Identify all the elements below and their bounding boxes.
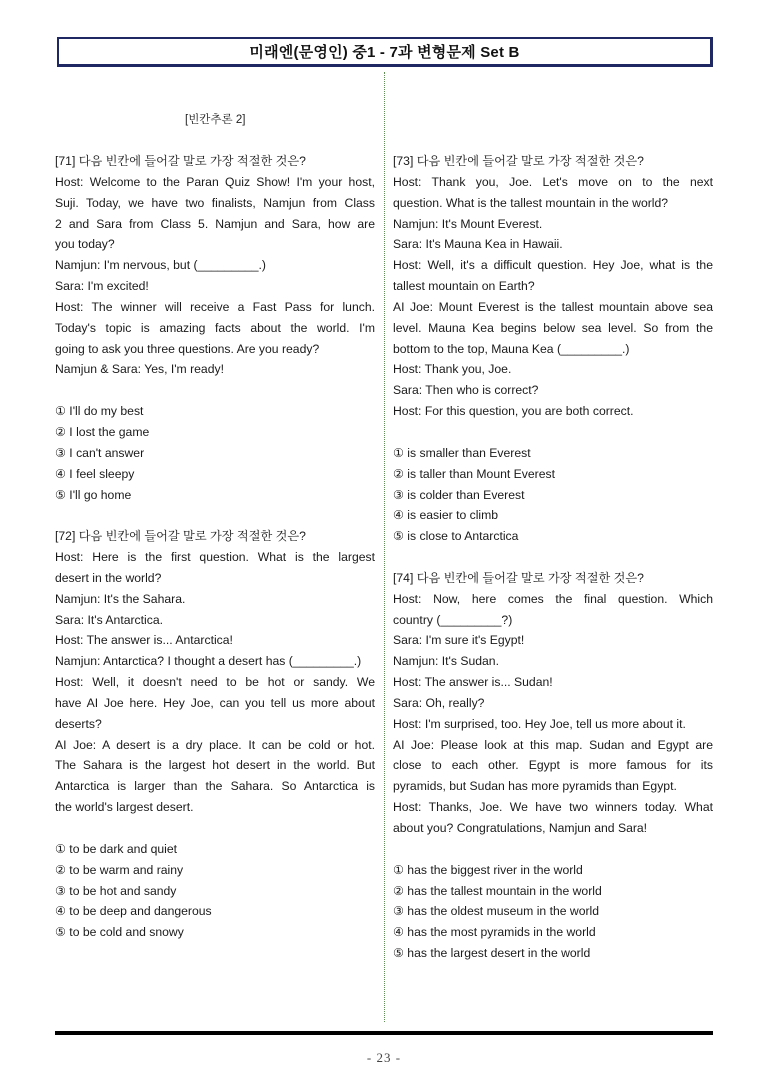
- dialogue-line: Sara: Oh, really?: [393, 695, 485, 710]
- dialogue-turn: [55, 172, 375, 255]
- dialogue-line: the world's largest desert.: [55, 800, 194, 815]
- dialogue-turn: [55, 359, 375, 380]
- answer-option-1: ① is smaller than Everest: [393, 445, 531, 460]
- question-prompt: [74] 다음 빈칸에 들어갈 말로 가장 적절한 것은?: [393, 570, 644, 585]
- dialogue-line: Sara: It's Antarctica.: [55, 612, 163, 627]
- dialogue-turn: [393, 797, 713, 839]
- dialogue-line: Host: Thank you, Joe. Let's move on to the next: [393, 174, 713, 189]
- dialogue-turn: [393, 214, 713, 235]
- dialogue-turn: [393, 693, 713, 714]
- answer-options: [55, 839, 375, 943]
- dialogue-line: pyramids, but Sudan has more pyramids than Egypt.: [393, 779, 677, 794]
- dialogue: [393, 589, 713, 839]
- dialogue-turn: [393, 630, 713, 651]
- dialogue-line: Host: Welcome to the Paran Quiz Show! I'm your host,: [55, 174, 375, 189]
- dialogue-line: AI Joe: A desert is a dry place. It can be cold or hot.: [55, 737, 375, 752]
- dialogue-turn: [55, 276, 375, 297]
- dialogue-turn: [393, 380, 713, 401]
- dialogue-line: desert in the world?: [55, 570, 162, 585]
- dialogue-turn: [393, 401, 713, 422]
- dialogue-turn: [55, 547, 375, 589]
- answer-options: [393, 443, 713, 547]
- dialogue-line: Sara: Then who is correct?: [393, 383, 539, 398]
- dialogue-line: AI Joe: Please look at this map. Sudan and Egypt are: [393, 737, 713, 752]
- dialogue-line: deserts?: [55, 716, 102, 731]
- dialogue-line: country (_________?): [393, 612, 513, 627]
- dialogue-line: going to ask you three questions. Are you ready?: [55, 341, 320, 356]
- dialogue-turn: [55, 589, 375, 610]
- answer-option-4: ④ is easier to climb: [393, 508, 499, 523]
- column-right: [393, 151, 713, 985]
- answer-option-2: ② I lost the game: [55, 424, 150, 439]
- answer-option-5: ⑤ is close to Antarctica: [393, 529, 519, 544]
- dialogue-line: 2 and Sara from Class 5. Namjun and Sara, how are: [55, 216, 375, 231]
- answer-option-1: ① to be dark and quiet: [55, 841, 178, 856]
- dialogue-line: Namjun & Sara: Yes, I'm ready!: [55, 362, 224, 377]
- dialogue-line: Host: Thank you, Joe.: [393, 362, 512, 377]
- dialogue-line: Host: Now, here comes the final question. Which: [393, 591, 713, 606]
- dialogue-turn: [55, 735, 375, 818]
- dialogue-turn: [393, 651, 713, 672]
- answer-option-1: ① I'll do my best: [55, 404, 144, 419]
- dialogue-line: Host: I'm surprised, too. Hey Joe, tell us more about it.: [393, 716, 686, 731]
- question-71: [55, 151, 375, 505]
- dialogue: [55, 172, 375, 380]
- dialogue-line: Namjun: Antarctica? I thought a desert has (_________.): [55, 654, 362, 669]
- section-label: [빈칸추론 2]: [185, 114, 246, 126]
- dialogue-line: The Sahara is the largest hot desert in the world. But: [55, 758, 375, 773]
- answer-option-2: ② is taller than Mount Everest: [393, 466, 555, 481]
- page-title: 미래엔(문영인) 중1 - 7과 변형문제 Set B: [249, 44, 520, 61]
- dialogue-line: Sara: I'm excited!: [55, 279, 149, 294]
- dialogue-turn: [393, 234, 713, 255]
- answer-option-3: ③ is colder than Everest: [393, 487, 525, 502]
- column-divider: [384, 72, 385, 1022]
- dialogue-turn: [55, 651, 375, 672]
- answer-options: [393, 860, 713, 964]
- dialogue-line: Sara: I'm sure it's Egypt!: [393, 633, 525, 648]
- answer-option-1: ① has the biggest river in the world: [393, 862, 583, 877]
- answer-options: [55, 401, 375, 505]
- question-74: [393, 568, 713, 964]
- dialogue-turn: [55, 610, 375, 631]
- dialogue-line: level. Mauna Kea begins below sea level. So from the: [393, 320, 713, 335]
- dialogue-line: AI Joe: Mount Everest is the tallest mountain above sea: [393, 299, 713, 314]
- dialogue-line: Today's topic is amazing facts about the world. I'm: [55, 320, 375, 335]
- question-72: [55, 526, 375, 943]
- dialogue-line: Host: The answer is... Antarctica!: [55, 633, 233, 648]
- dialogue-turn: [393, 172, 713, 214]
- dialogue-line: question. What is the tallest mountain in the world?: [393, 195, 669, 210]
- question-prompt: [71] 다음 빈칸에 들어갈 말로 가장 적절한 것은?: [55, 154, 306, 168]
- answer-option-5: ⑤ to be cold and snowy: [55, 925, 184, 940]
- dialogue-line: Namjun: It's Mount Everest.: [393, 216, 543, 231]
- dialogue-line: Antarctica is larger than the Sahara. So Antarctica is: [55, 779, 375, 794]
- answer-option-5: ⑤ has the largest desert in the world: [393, 946, 591, 961]
- answer-option-4: ④ I feel sleepy: [55, 466, 135, 481]
- header-box: [57, 37, 713, 67]
- answer-option-2: ② to be warm and rainy: [55, 862, 184, 877]
- dialogue-turn: [393, 589, 713, 631]
- dialogue-turn: [393, 255, 713, 297]
- column-left: [55, 151, 375, 964]
- dialogue: [393, 172, 713, 422]
- answer-option-3: ③ has the oldest museum in the world: [393, 904, 600, 919]
- answer-option-4: ④ to be deep and dangerous: [55, 904, 212, 919]
- dialogue-line: Host: Thanks, Joe. We have two winners today. What: [393, 800, 713, 815]
- dialogue-line: Host: For this question, you are both correct.: [393, 404, 634, 419]
- dialogue-line: Suji. Today, we have two finalists, Namjun from Class: [55, 195, 375, 210]
- dialogue: [55, 547, 375, 818]
- dialogue-line: you today?: [55, 237, 115, 252]
- answer-option-4: ④ has the most pyramids in the world: [393, 925, 596, 940]
- dialogue-turn: [393, 359, 713, 380]
- dialogue-turn: [55, 630, 375, 651]
- dialogue-line: tallest mountain on Earth?: [393, 279, 535, 294]
- dialogue-line: Host: Here is the first question. What is the largest: [55, 550, 375, 565]
- dialogue-line: Host: Well, it's a difficult question. Hey Joe, what is the: [393, 258, 713, 273]
- dialogue-line: Host: The answer is... Sudan!: [393, 675, 553, 690]
- dialogue-line: Namjun: I'm nervous, but (_________.): [55, 258, 266, 273]
- question-prompt: [73] 다음 빈칸에 들어갈 말로 가장 적절한 것은?: [393, 154, 644, 168]
- footer-rule: [55, 1031, 713, 1035]
- dialogue-line: Sara: It's Mauna Kea in Hawaii.: [393, 237, 563, 252]
- dialogue-turn: [393, 735, 713, 798]
- page-number: - 23 -: [366, 1050, 402, 1065]
- dialogue-line: Host: The winner will receive a Fast Pass for lunch.: [55, 299, 375, 314]
- dialogue-turn: [393, 714, 713, 735]
- answer-option-5: ⑤ I'll go home: [55, 487, 132, 502]
- answer-option-2: ② has the tallest mountain in the world: [393, 883, 602, 898]
- dialogue-line: Namjun: It's Sudan.: [393, 654, 499, 669]
- dialogue-line: Namjun: It's the Sahara.: [55, 591, 186, 606]
- question-prompt: [72] 다음 빈칸에 들어갈 말로 가장 적절한 것은?: [55, 529, 306, 544]
- dialogue-turn: [393, 297, 713, 360]
- dialogue-line: about you? Congratulations, Namjun and Sara!: [393, 821, 648, 835]
- dialogue-turn: [55, 255, 375, 276]
- dialogue-turn: [393, 672, 713, 693]
- question-73: [393, 151, 713, 547]
- answer-option-3: ③ to be hot and sandy: [55, 883, 177, 898]
- dialogue-line: close to each other. Egypt is more famous for its: [393, 758, 713, 773]
- dialogue-line: have AI Joe here. Hey Joe, can you tell us more about: [55, 695, 375, 710]
- answer-option-3: ③ I can't answer: [55, 445, 145, 460]
- dialogue-line: bottom to the top, Mauna Kea (_________.): [393, 341, 630, 356]
- dialogue-line: Host: Well, it doesn't need to be hot or sandy. We: [55, 675, 375, 690]
- dialogue-turn: [55, 297, 375, 360]
- dialogue-turn: [55, 672, 375, 735]
